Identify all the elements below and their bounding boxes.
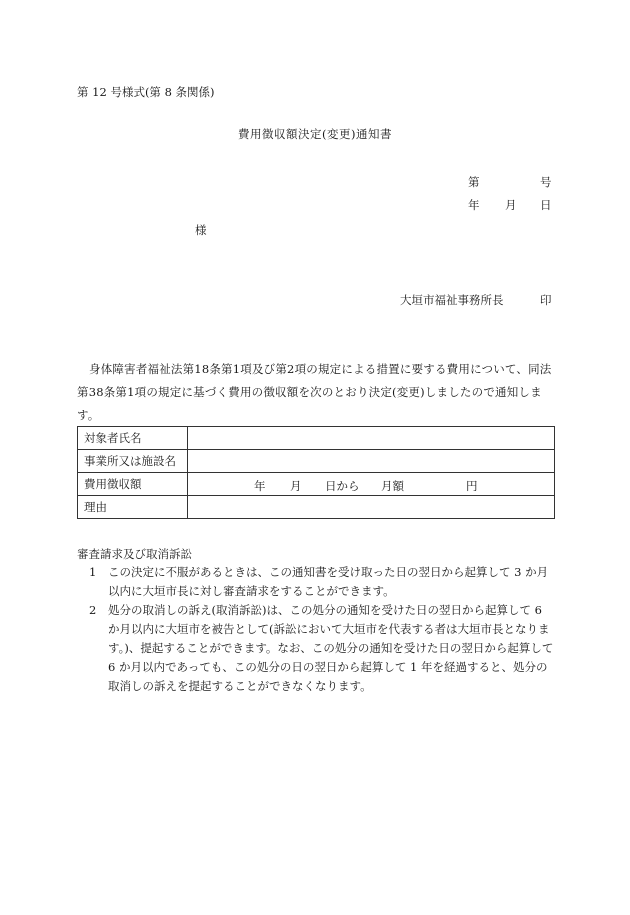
fee-month: 月 bbox=[290, 479, 302, 493]
appeal-item-text: この決定に不服があるときは、この通知書を受け取った日の翌日から起算して 3 か月以内に大垣市長に対し審査請求をすることができます。 bbox=[108, 565, 549, 598]
body-text: 身体障害者福祉法第18条第1項及び第2項の規定による措置に要する費用について、同法第38条第1項の規定に基づく費用の徴収額を次のとおり決定(変更)しましたので通知します。 bbox=[77, 362, 552, 422]
reason-field[interactable] bbox=[188, 496, 555, 519]
appeal-item-text: 処分の取消しの訴え(取消訴訟)は、この処分の通知を受けた日の翌日から起算して 6 か月以内に大垣市を被告として(訴訟において大垣市を代表する者は大垣市長となります。)、提起することができます。なお、この処分の通知を受けた日の翌日から起算して 6 か月以内であっても、この処分の日の翌日から起算して 1 年を経過すると、処分の取消しの訴えを提起することができなくなります。 bbox=[108, 603, 554, 693]
table-row bbox=[78, 473, 555, 496]
date-year: 年 bbox=[468, 198, 480, 212]
recipient-honorific: 様 bbox=[195, 223, 207, 237]
fee-monthly: 月額 bbox=[381, 479, 404, 493]
issuer-seal: 印 bbox=[540, 293, 552, 307]
table-row bbox=[78, 450, 555, 473]
appeal-heading: 審査請求及び取消訴訟 bbox=[77, 547, 192, 561]
issuer-name: 大垣市福祉事務所長 bbox=[400, 293, 504, 307]
appeal-item bbox=[77, 601, 555, 696]
fee-amount-field[interactable] bbox=[188, 473, 555, 496]
appeal-item-number: 1 bbox=[89, 565, 97, 579]
document-number-suffix: 号 bbox=[540, 175, 552, 189]
form-number: 第 12 号様式(第 8 条関係) bbox=[77, 85, 215, 99]
row-label-reason: 理由 bbox=[78, 496, 188, 519]
fee-yen: 円 bbox=[466, 479, 478, 493]
table-row bbox=[78, 427, 555, 450]
fee-year: 年 bbox=[254, 479, 266, 493]
appeal-item bbox=[77, 563, 555, 601]
facility-name-field[interactable] bbox=[188, 450, 555, 473]
date-day: 日 bbox=[540, 198, 552, 212]
appeal-item-number: 2 bbox=[89, 603, 97, 617]
info-table bbox=[77, 426, 555, 519]
row-label-fee-amount: 費用徴収額 bbox=[78, 473, 188, 496]
row-label-facility-name: 事業所又は施設名 bbox=[78, 450, 188, 473]
row-label-subject-name: 対象者氏名 bbox=[78, 427, 188, 450]
document-title: 費用徴収額決定(変更)通知書 bbox=[238, 127, 392, 141]
table-row bbox=[78, 496, 555, 519]
fee-from: 日から bbox=[325, 479, 360, 493]
subject-name-field[interactable] bbox=[188, 427, 555, 450]
date-month: 月 bbox=[505, 198, 517, 212]
document-number-prefix: 第 bbox=[468, 175, 480, 189]
